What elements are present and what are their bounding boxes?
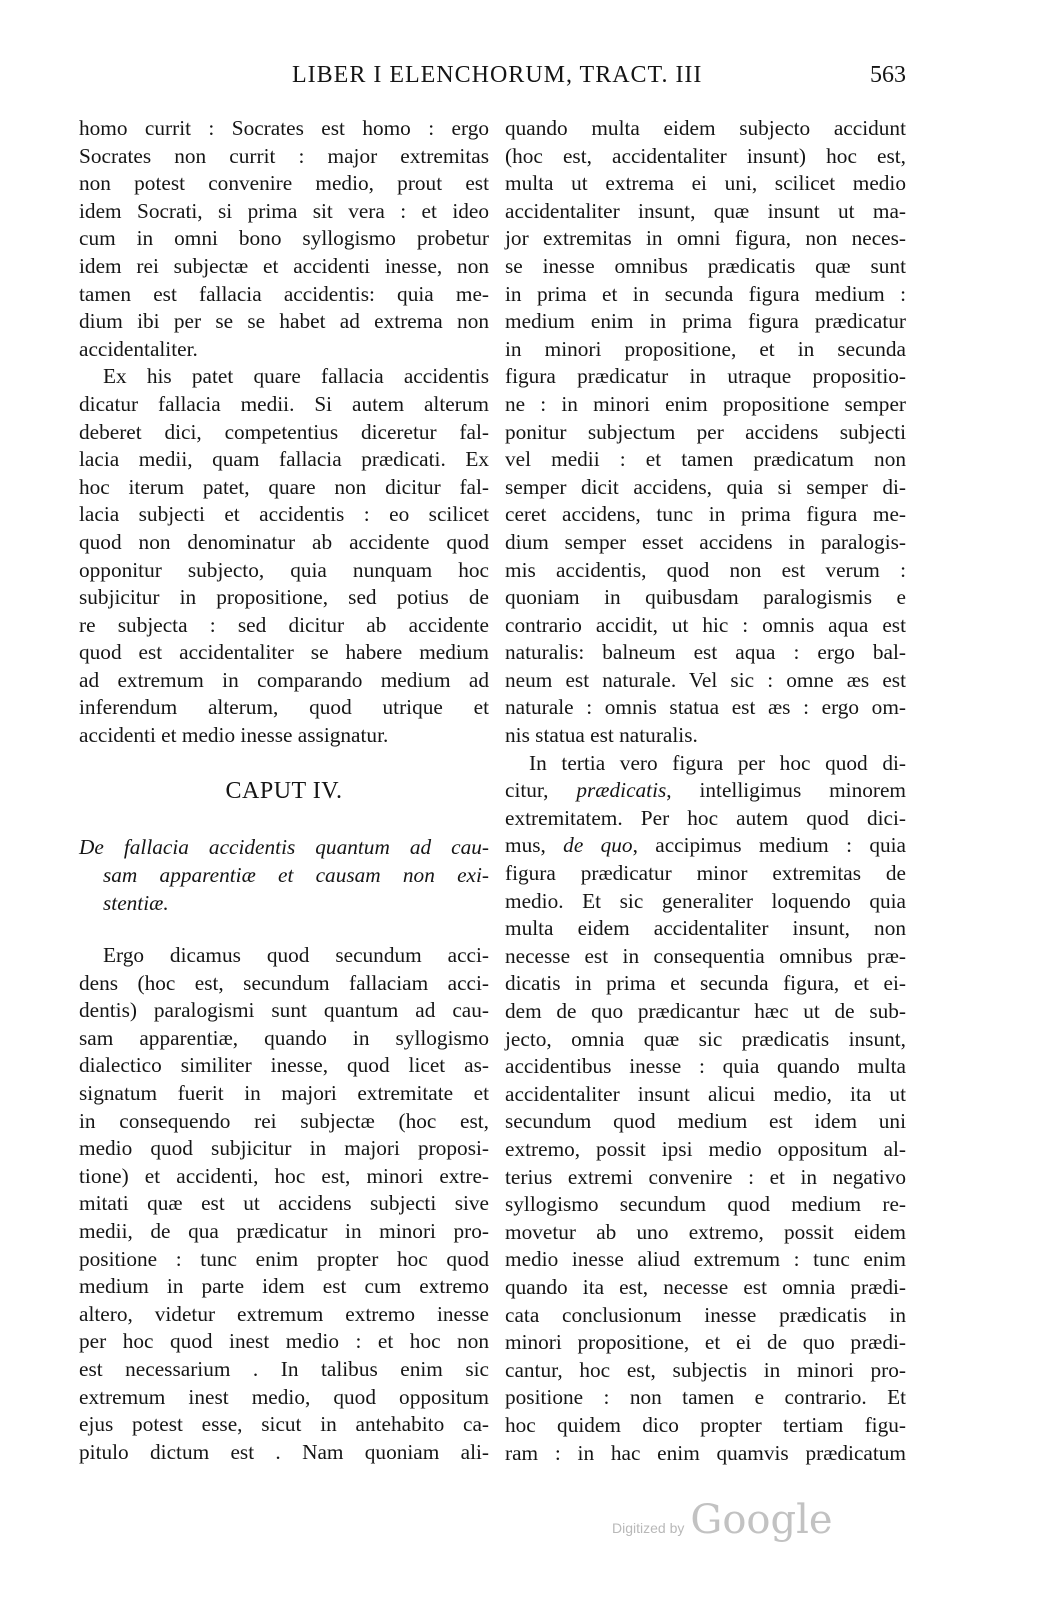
text-line: subjicitur in propositione, sed potius de	[79, 585, 489, 610]
text-line: stentiæ.	[103, 891, 169, 915]
text-line: in prima et in secunda figura medium :	[505, 281, 906, 306]
text-line: altero, videtur extremum extremo inesse	[79, 1301, 489, 1326]
text-line: terius extremi convenire : et in negativo	[505, 1164, 906, 1189]
text-line: accidenti et medio inesse assignatur.	[79, 723, 389, 748]
text-line: cum in omni bono syllogismo probetur	[79, 226, 489, 251]
text-line: In tertia vero figura per hoc quod di-	[529, 750, 906, 775]
text-line: hoc quidem dico propter tertiam figu-	[505, 1412, 906, 1437]
google-watermark	[612, 1497, 833, 1543]
text-line: homo currit : Socrates est homo : ergo	[79, 116, 489, 140]
text-line: naturalis: balneum est aqua : ergo bal-	[505, 640, 906, 665]
text-line: quando ita est, necesse est omnia prædi-	[505, 1274, 906, 1299]
text-line: medium enim in prima figura prædicatur	[505, 309, 906, 334]
page-number: 563	[870, 62, 906, 88]
text-line: tamen est fallacia accidentis: quia me-	[79, 281, 489, 306]
text-line: medio. Et sic generaliter loquendo quia	[505, 888, 906, 913]
text-line: medii, de qua prædicatur in minori pro-	[79, 1218, 489, 1243]
text-line: medium in parte idem est cum extremo	[79, 1274, 489, 1299]
text-line: in minori propositione, et in secunda	[505, 336, 906, 361]
text-line: dium ibi per se se habet ad extrema non	[79, 309, 489, 334]
text-line: lacia subjecti et accidentis : eo scilicet	[79, 502, 489, 527]
text-line: nis statua est naturalis.	[505, 723, 698, 748]
text-line: positione : non tamen e contrario. Et	[505, 1385, 906, 1410]
text-line: minori propositione, et ei de quo prædi-	[505, 1330, 906, 1355]
text-line: inferendum alterum, quod utrique et	[79, 695, 489, 720]
text-line: dium semper esset accidens in paralogis-	[505, 529, 906, 554]
text-line: sam apparentiæ et causam non exi-	[103, 863, 489, 887]
text-line: figura prædicatur in utraque propositio-	[505, 364, 906, 389]
text-line: dem de quo prædicantur hæc ut de sub-	[505, 999, 906, 1023]
right-column	[505, 115, 906, 1467]
text-line: in consequendo rei subjectæ (hoc est,	[79, 1108, 489, 1133]
text-line: ne : in minori enim propositione semper	[505, 391, 906, 416]
text-line: quod est accidentaliter se habere medium	[79, 640, 489, 665]
text-line: cata conclusionum inesse prædicatis in	[505, 1302, 906, 1327]
text-line: ceret accidens, tunc in prima figura me-	[505, 502, 906, 527]
text-line: accidentaliter insunt alicui medio, ita ut	[505, 1081, 906, 1106]
text-line: dialectico similiter inesse, quod licet as-	[79, 1053, 489, 1078]
text-line: secundum quod medium est idem uni	[505, 1109, 906, 1134]
text-line: neum est naturale. Vel sic : omne æs est	[505, 667, 906, 692]
left-column-top	[79, 115, 489, 750]
text-line: per hoc quod inest medio : et hoc non	[79, 1329, 489, 1354]
text-line: mitati quæ est ut accidens subjecti sive	[79, 1191, 489, 1216]
text-line: positione : tunc enim propter hoc quod	[79, 1246, 489, 1271]
chapter-subtitle	[79, 833, 489, 917]
text-line: naturale : omnis statua est æs : ergo om-	[505, 695, 906, 720]
text-line: re subjecta : sed dicitur ab accidente	[79, 612, 489, 637]
text-line: deberet dici, competentius diceretur fal-	[79, 419, 489, 444]
text-line: (hoc est, accidentaliter insunt) hoc est,	[505, 143, 906, 168]
text-line: dicatis in prima et secunda figura, et ei-	[505, 971, 906, 996]
text-line: se inesse omnibus prædicatis quæ sunt	[505, 253, 906, 278]
text-line: cantur, hoc est, subjectis in minori pro-	[505, 1357, 906, 1382]
text-line: opponitur subjecto, quia nunquam hoc	[79, 557, 489, 582]
digitized-by-text: Digitized by	[612, 1520, 685, 1536]
text-line: quod non denominatur ab accidente quod	[79, 529, 489, 554]
text-line: dentis) paralogismi sunt quantum ad cau-	[79, 998, 489, 1023]
left-column-bottom	[79, 942, 489, 1466]
text-line: ponitur subjectum per accidens subjecti	[505, 419, 906, 444]
text-line: idem rei subjectæ et accidenti inesse, non	[79, 253, 489, 278]
text-line: ad extremum in comparando medium ad	[79, 667, 489, 692]
text-line: hoc iterum patet, quare non dicitur fal-	[79, 474, 489, 499]
text-line: extremum inest medio, quod oppositum	[79, 1384, 489, 1409]
text-line: ejus potest esse, sicut in antehabito ca-	[79, 1412, 489, 1437]
text-line: quando multa eidem subjecto accidunt	[505, 116, 906, 140]
text-line: mus, de quo, accipimus medium : quia	[505, 833, 907, 858]
text-line: medio quod subjicitur in majori proposi-	[79, 1136, 489, 1161]
text-line: accidentibus inesse : quia quando multa	[505, 1054, 906, 1079]
text-line: dicatur fallacia medii. Si autem alterum	[79, 391, 489, 416]
text-line: sam apparentiæ, quando in syllogismo	[79, 1025, 489, 1050]
text-line: idem Socrati, si prima sit vera : et ideo	[79, 198, 489, 223]
text-line: extremo, possit ipsi medio oppositum al-	[505, 1136, 906, 1161]
text-line: multa ut extrema ei uni, scilicet medio	[505, 171, 906, 196]
text-line: contrario accidit, ut hic : omnis aqua est	[505, 612, 906, 637]
text-line: figura prædicatur minor extremitas de	[505, 861, 906, 886]
text-line: tione) et accidenti, hoc est, minori extre-	[79, 1163, 489, 1188]
text-line: medio inesse aliud extremum : tunc enim	[505, 1247, 906, 1272]
text-line: citur, prædicatis, intelligimus minorem	[505, 778, 906, 803]
running-header	[0, 62, 1063, 96]
text-line: Ergo dicamus quod secundum acci-	[103, 943, 489, 967]
text-line: necesse est in consequentia omnibus præ-	[505, 943, 906, 968]
text-line: lacia medii, quam fallacia prædicati. Ex	[79, 447, 489, 472]
text-line: vel medii : et tamen prædicatum non	[505, 447, 906, 472]
text-line: syllogismo secundum quod medium re-	[505, 1192, 906, 1217]
text-line: signatum fuerit in majori extremitate et	[79, 1080, 489, 1105]
text-line: extremitatem. Per hoc autem quod dici-	[505, 805, 906, 830]
text-line: De fallacia accidentis quantum ad cau-	[79, 835, 489, 859]
chapter-heading: CAPUT IV.	[225, 778, 343, 804]
text-line: jor extremitas in omni figura, non neces-	[505, 226, 906, 251]
text-line: multa eidem accidentaliter insunt, non	[505, 916, 906, 941]
text-line: accidentaliter.	[79, 336, 198, 361]
text-line: est necessarium . In talibus enim sic	[79, 1356, 489, 1381]
text-line: non potest convenire medio, prout est	[79, 171, 489, 196]
text-line: accidentaliter insunt, quæ insunt ut ma-	[505, 198, 906, 223]
text-line: Ex his patet quare fallacia accidentis	[103, 364, 489, 389]
text-line: quoniam in quibusdam paralogismis e	[505, 585, 906, 610]
text-line: Socrates non currit : major extremitas	[79, 143, 489, 168]
google-logo: Google	[690, 1497, 833, 1543]
text-line: semper dicit accidens, quia si semper di-	[505, 474, 906, 499]
text-line: dens (hoc est, secundum fallaciam acci-	[79, 970, 489, 995]
text-line: jecto, omnia quæ sic prædicatis insunt,	[505, 1026, 906, 1051]
text-line: pitulo dictum est . Nam quoniam ali-	[79, 1439, 489, 1464]
running-title: LIBER I ELENCHORUM, TRACT. III	[292, 62, 703, 88]
text-line: ram : in hac enim quamvis prædicatum	[505, 1440, 906, 1465]
text-line: mis accidentis, quod non est verum :	[505, 557, 906, 582]
text-line: movetur ab uno extremo, possit eidem	[505, 1219, 906, 1244]
